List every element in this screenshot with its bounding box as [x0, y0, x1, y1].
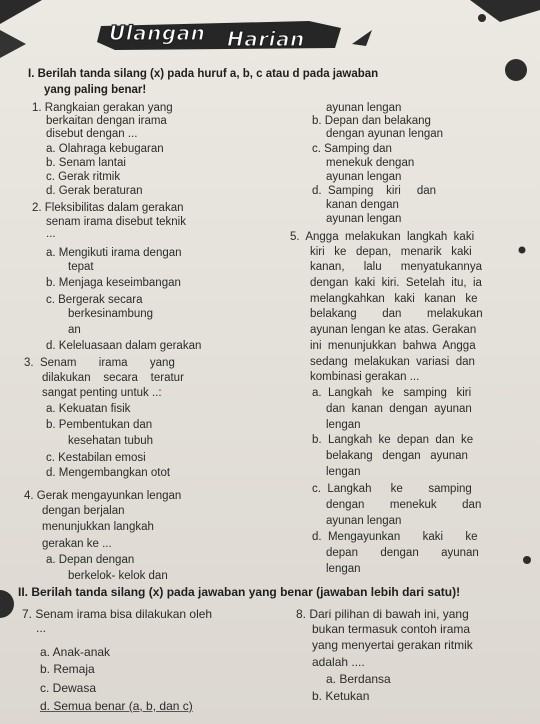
- right-circle-small-1: [519, 247, 526, 254]
- q5-line-6: belakang dan melakukan: [310, 308, 483, 320]
- q5-option-a-cont-2: lengan: [326, 419, 361, 431]
- q5-option-c-cont-1: dengan menekuk dan: [326, 499, 482, 511]
- q4-option-a-cont: berkelok- kelok dan: [68, 570, 168, 582]
- q3-option-c[interactable]: c. Kestabilan emosi: [46, 452, 146, 464]
- q2-line-1: 2. Fleksibilitas dalam gerakan: [32, 202, 184, 214]
- q2-line-2: senam irama disebut teknik: [46, 216, 186, 228]
- q7-line-2: ...: [36, 621, 47, 635]
- q3-line-1: 3. Senam irama yang: [24, 357, 175, 369]
- left-edge-triangle: [0, 30, 26, 58]
- q4-option-a[interactable]: a. Depan dengan: [46, 554, 135, 566]
- q1-line-1: 1. Rangkaian gerakan yang: [32, 102, 173, 114]
- q2-option-a-cont: tepat: [68, 261, 94, 273]
- title-word-ulangan: Ulangan: [109, 21, 206, 45]
- q2-option-b[interactable]: b. Menjaga keseimbangan: [46, 277, 181, 289]
- q5-line-9: sedang melakukan variasi dan: [310, 356, 475, 368]
- q4-line-1: 4. Gerak mengayunkan lengan: [24, 490, 182, 502]
- q8-option-a[interactable]: a. Berdansa: [326, 672, 391, 686]
- q8-line-4: adalah ....: [312, 655, 365, 669]
- q1-option-b[interactable]: b. Senam lantai: [46, 157, 126, 169]
- q5-option-a-cont-1: dan kanan dengan ayunan: [326, 403, 472, 415]
- section-1-heading: I. Berilah tanda silang (x) pada huruf a, b, c atau d pada jawaban: [28, 68, 379, 80]
- q5-line-5: melangkahkan kaki kanan ke: [310, 293, 478, 305]
- q1-option-d[interactable]: d. Gerak beraturan: [46, 185, 143, 197]
- q2-line-3: ...: [46, 228, 56, 240]
- q1-option-d-right[interactable]: d. Samping kiri dan: [312, 185, 437, 197]
- q7-option-d[interactable]: d. Semua benar (a, b, dan c): [40, 699, 193, 713]
- q3-line-3: sangat penting untuk ..:: [42, 387, 162, 399]
- q5-line-2: kiri ke depan, menarik kaki: [310, 246, 472, 258]
- q5-option-d-cont-1: depan dengan ayunan: [326, 547, 479, 559]
- left-half-circle: [0, 590, 14, 618]
- q3-option-b[interactable]: b. Pembentukan dan: [46, 419, 153, 431]
- q5-option-a[interactable]: a. Langkah ke samping kiri: [312, 387, 472, 399]
- q8-option-b[interactable]: b. Ketukan: [312, 689, 370, 703]
- q8-line-1: 8. Dari pilihan di bawah ini, yang: [296, 607, 469, 621]
- q2-option-c-cont-1: berkesinambung: [68, 308, 154, 320]
- q1-option-d-cont-1: kanan dengan: [326, 199, 399, 211]
- q7-option-b[interactable]: b. Remaja: [40, 662, 95, 676]
- q2-option-d[interactable]: d. Keleluasaan dalam gerakan: [46, 340, 202, 352]
- q8-line-2: bukan termasuk contoh irama: [312, 622, 471, 636]
- section-2-heading: II. Berilah tanda silang (x) pada jawaban yang benar (jawaban lebih dari satu)!: [18, 585, 461, 599]
- q4-line-3: menunjukkan langkah: [42, 521, 154, 533]
- q1-option-d-cont-2: ayunan lengan: [326, 213, 402, 225]
- q5-option-d[interactable]: d. Mengayunkan kaki ke: [312, 531, 478, 543]
- q5-line-3: kanan, lalu menyatukannya: [310, 261, 482, 273]
- q1-option-c-cont-1: menekuk dengan: [326, 157, 415, 169]
- q1-option-a[interactable]: a. Olahraga kebugaran: [46, 143, 164, 155]
- q7-line-1: 7. Senam irama bisa dilakukan oleh: [22, 607, 213, 621]
- top-left-triangle: [0, 0, 42, 24]
- q5-option-d-cont-2: lengan: [326, 563, 361, 575]
- q1-option-c-cont-2: ayunan lengan: [326, 171, 402, 183]
- q5-option-c-cont-2: ayunan lengan: [326, 515, 402, 527]
- q7-option-c[interactable]: c. Dewasa: [40, 681, 97, 695]
- right-circle-small-2: [523, 556, 531, 564]
- q8-line-3: yang menyertai gerakan ritmik: [312, 638, 473, 652]
- q5-line-4: dengan kaki kiri. Setelah itu, ia: [310, 277, 482, 289]
- q1-option-a-cont: ayunan lengan: [326, 102, 402, 114]
- q1-option-b-cont: dengan ayunan lengan: [326, 128, 444, 140]
- q4-line-2: dengan berjalan: [42, 505, 125, 517]
- q5-line-10: kombinasi gerakan ...: [310, 371, 420, 383]
- top-right-dot: [478, 14, 486, 22]
- q5-line-1: 5. Angga melakukan langkah kaki: [290, 231, 475, 243]
- q5-option-b[interactable]: b. Langkah ke depan dan ke: [312, 434, 474, 446]
- q1-line-2: berkaitan dengan irama: [46, 115, 167, 127]
- q3-line-2: dilakukan secara teratur: [42, 372, 184, 384]
- title-word-harian: Harian: [227, 27, 305, 51]
- q1-option-b-right[interactable]: b. Depan dan belakang: [312, 115, 431, 127]
- q1-option-c-right[interactable]: c. Samping dan: [312, 143, 392, 155]
- q1-line-3: disebut dengan ...: [46, 128, 138, 140]
- title-slash: [352, 30, 372, 46]
- q2-option-a[interactable]: a. Mengikuti irama dengan: [46, 247, 182, 259]
- q3-option-d[interactable]: d. Mengembangkan otot: [46, 467, 171, 479]
- right-circle-large: [505, 59, 527, 81]
- q5-option-c[interactable]: c. Langkah ke samping: [312, 483, 472, 495]
- q2-option-c[interactable]: c. Bergerak secara: [46, 294, 143, 306]
- q1-option-c[interactable]: c. Gerak ritmik: [46, 171, 121, 183]
- section-1-heading-cont: yang paling benar!: [44, 84, 147, 96]
- q5-option-b-cont-2: lengan: [326, 466, 361, 478]
- title-banner: [95, 18, 345, 52]
- q5-option-b-cont-1: belakang dengan ayunan: [326, 450, 468, 462]
- q3-option-b-cont: kesehatan tubuh: [68, 435, 154, 447]
- q5-line-7: ayunan lengan ke atas. Gerakan: [310, 324, 477, 336]
- q2-option-c-cont-2: an: [68, 324, 81, 336]
- q7-option-a[interactable]: a. Anak-anak: [40, 645, 111, 659]
- q5-line-8: ini menunjukkan bahwa Angga: [310, 340, 476, 352]
- q3-option-a[interactable]: a. Kekuatan fisik: [46, 403, 131, 415]
- q4-line-4: gerakan ke ...: [42, 538, 112, 550]
